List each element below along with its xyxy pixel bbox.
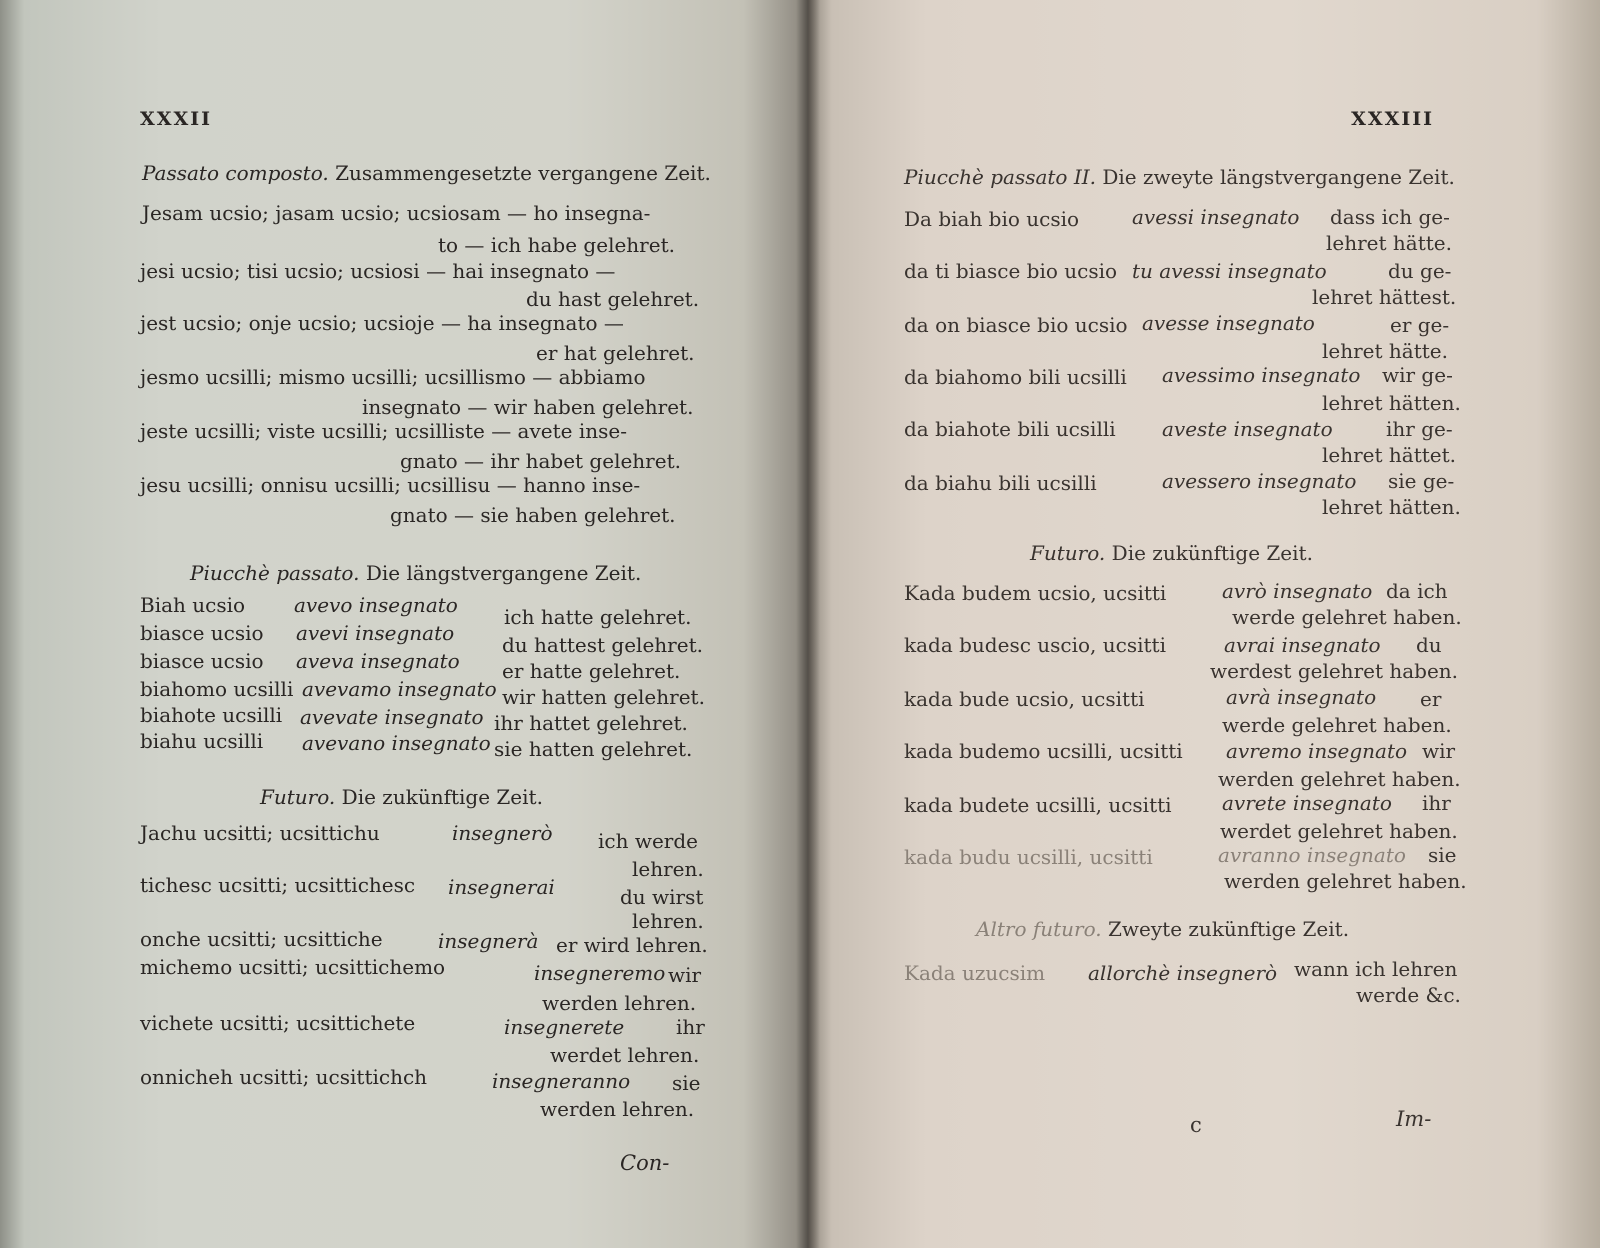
conj-german: wir hatten gelehret.	[502, 685, 705, 709]
conj-italian: insegneremo	[534, 961, 666, 985]
piucche-passato-heading: Piucchè passato. Die längstvergangene Zeit.	[190, 561, 642, 585]
conj-croatian: Kada uzucsim	[904, 961, 1046, 985]
conj-italian: avevamo insegnato	[302, 677, 497, 701]
text-line: jesu ucsilli; onnisu ucsilli; ucsillisu — hanno inse-	[140, 473, 641, 497]
right-page-number: XXXIII	[1351, 108, 1434, 130]
text-line: du hast gelehret.	[526, 287, 700, 311]
book-gutter	[796, 0, 820, 1248]
conj-croatian: da ti biasce bio ucsio	[904, 259, 1118, 283]
conj-german: sie hatten gelehret.	[494, 737, 693, 761]
conj-german: lehret hätten.	[1322, 391, 1461, 415]
conj-croatian: biasce ucsio	[140, 621, 264, 645]
conj-croatian: Jachu ucsitti; ucsittichu	[140, 821, 380, 845]
right-page	[808, 0, 1600, 1248]
conj-croatian: da biahu bili ucsilli	[904, 471, 1097, 495]
conj-german: werden gelehret haben.	[1224, 869, 1467, 893]
conj-german: werdest gelehret haben.	[1210, 659, 1459, 683]
conj-italian: avesse insegnato	[1142, 311, 1315, 335]
conj-italian: allorchè insegnerò	[1088, 961, 1278, 985]
conj-croatian: Da biah bio ucsio	[904, 207, 1080, 231]
conj-italian: avevate insegnato	[300, 705, 484, 729]
conj-german: lehret hätten.	[1322, 495, 1461, 519]
text-line: Jesam ucsio; jasam ucsio; ucsiosam — ho insegna-	[142, 201, 651, 225]
conj-croatian: biahote ucsilli	[140, 703, 283, 727]
conj-german: ihr	[1422, 791, 1451, 815]
conj-italian: insegnerete	[504, 1015, 625, 1039]
conj-german: du hattest gelehret.	[502, 633, 703, 657]
conj-german: da ich	[1386, 579, 1448, 603]
conj-croatian: biasce ucsio	[140, 649, 264, 673]
piucche-passato-2-heading: Piucchè passato II. Die zweyte längstvergangene Zeit.	[904, 165, 1455, 189]
conj-italian: avrete insegnato	[1222, 791, 1392, 815]
conj-croatian: kada bude ucsio, ucsitti	[904, 687, 1145, 711]
conj-italian: avevo insegnato	[294, 593, 458, 617]
text-line: gnato — sie haben gelehret.	[390, 503, 676, 527]
conj-croatian: kada budu ucsilli, ucsitti	[904, 845, 1153, 869]
futuro-heading: Futuro. Die zukünftige Zeit.	[260, 785, 543, 809]
conj-german: werdet lehren.	[550, 1043, 700, 1067]
conj-italian: insegnerai	[448, 875, 555, 899]
conj-croatian: onche ucsitti; ucsittiche	[140, 927, 383, 951]
text-line: insegnato — wir haben gelehret.	[362, 395, 694, 419]
conj-italian: aveva insegnato	[296, 649, 460, 673]
text-line: jesi ucsio; tisi ucsio; ucsiosi — hai insegnato —	[140, 259, 616, 283]
conj-croatian: da biahomo bili ucsilli	[904, 365, 1127, 389]
conj-german: werden lehren.	[540, 1097, 695, 1121]
altro-futuro-heading: Altro futuro. Zweyte zukünftige Zeit.	[976, 917, 1350, 941]
conj-german: er	[1420, 687, 1442, 711]
conj-german: sie	[672, 1071, 701, 1095]
conj-german: lehret hätte.	[1326, 231, 1452, 255]
conj-croatian: kada budemo ucsilli, ucsitti	[904, 739, 1183, 763]
catchword: Im-	[1396, 1107, 1432, 1131]
conj-german: er wird lehren.	[556, 933, 708, 957]
conj-german: wir	[668, 963, 702, 987]
conj-italian: avremo insegnato	[1226, 739, 1408, 763]
conj-croatian: da biahote bili ucsilli	[904, 417, 1116, 441]
conj-croatian: Kada budem ucsio, ucsitti	[904, 581, 1167, 605]
conj-italian: avrò insegnato	[1222, 579, 1373, 603]
text-line: to — ich habe gelehret.	[438, 233, 675, 257]
conj-german: er ge-	[1390, 313, 1450, 337]
conj-german: werden lehren.	[542, 991, 697, 1015]
conj-italian: avrai insegnato	[1224, 633, 1381, 657]
conj-german: werde gelehret haben.	[1222, 713, 1452, 737]
conj-croatian: kada budete ucsilli, ucsitti	[904, 793, 1172, 817]
text-line: gnato — ihr habet gelehret.	[400, 449, 681, 473]
conj-german: sie ge-	[1388, 469, 1455, 493]
conj-german: du wirst	[620, 885, 704, 909]
conj-italian: avessi insegnato	[1132, 205, 1300, 229]
conj-italian: insegnerò	[452, 821, 553, 845]
text-line: jeste ucsilli; viste ucsilli; ucsilliste — avete inse-	[140, 419, 627, 443]
signature-mark: c	[1190, 1113, 1202, 1137]
conj-german: er hatte gelehret.	[502, 659, 681, 683]
conj-german: wir	[1422, 739, 1456, 763]
conj-german: werde &c.	[1356, 983, 1461, 1007]
conj-italian: insegneranno	[492, 1069, 631, 1093]
conj-croatian: michemo ucsitti; ucsittichemo	[140, 955, 446, 979]
conj-german: du	[1416, 633, 1442, 657]
conj-italian: tu avessi insegnato	[1132, 259, 1327, 283]
conj-german: dass ich ge-	[1330, 205, 1450, 229]
conj-italian: avessero insegnato	[1162, 469, 1357, 493]
conj-german: wann ich lehren	[1294, 957, 1458, 981]
conj-croatian: onnicheh ucsitti; ucsittichch	[140, 1065, 428, 1089]
conj-german: du ge-	[1388, 259, 1452, 283]
conj-italian: avevi insegnato	[296, 621, 455, 645]
catchword: Con-	[620, 1151, 670, 1175]
conj-italian: avessimo insegnato	[1162, 363, 1361, 387]
conj-german: sie	[1428, 843, 1457, 867]
conj-german: lehren.	[632, 857, 704, 881]
conj-croatian: biahu ucsilli	[140, 729, 264, 753]
conj-italian: aveste insegnato	[1162, 417, 1333, 441]
conj-german: lehren.	[632, 909, 704, 933]
conj-croatian: vichete ucsitti; ucsittichete	[140, 1011, 416, 1035]
conj-german: ich hatte gelehret.	[504, 605, 692, 629]
conj-german: werde gelehret haben.	[1232, 605, 1462, 629]
conj-german: werdet gelehret haben.	[1220, 819, 1458, 843]
conj-german: lehret hätte.	[1322, 339, 1448, 363]
conj-german: werden gelehret haben.	[1218, 767, 1461, 791]
text-line: jesmo ucsilli; mismo ucsilli; ucsillismo — abbiamo	[140, 365, 646, 389]
conj-italian: avrà insegnato	[1226, 685, 1377, 709]
conj-german: wir ge-	[1382, 363, 1453, 387]
conj-croatian: da on biasce bio ucsio	[904, 313, 1128, 337]
text-line: jest ucsio; onje ucsio; ucsioje — ha insegnato —	[140, 311, 624, 335]
conj-italian: avevano insegnato	[302, 731, 491, 755]
conj-german: ich werde	[598, 829, 698, 853]
conj-croatian: biahomo ucsilli	[140, 677, 294, 701]
conj-german: ihr ge-	[1386, 417, 1453, 441]
conj-croatian: Biah ucsio	[140, 593, 246, 617]
passato-composto-heading: Passato composto. Zusammengesetzte vergangene Zeit.	[142, 161, 711, 185]
left-page-number: XXXII	[140, 108, 213, 130]
conj-german: lehret hättest.	[1312, 285, 1457, 309]
conj-croatian: tichesc ucsitti; ucsittichesc	[140, 873, 416, 897]
text-line: er hat gelehret.	[536, 341, 695, 365]
conj-german: lehret hättet.	[1322, 443, 1457, 467]
conj-italian: avranno insegnato	[1218, 843, 1406, 867]
conj-croatian: kada budesc uscio, ucsitti	[904, 633, 1166, 657]
conj-german: ihr	[676, 1015, 705, 1039]
conj-italian: insegnerà	[438, 929, 539, 953]
conj-german: ihr hattet gelehret.	[494, 711, 688, 735]
futuro-heading: Futuro. Die zukünftige Zeit.	[1030, 541, 1313, 565]
